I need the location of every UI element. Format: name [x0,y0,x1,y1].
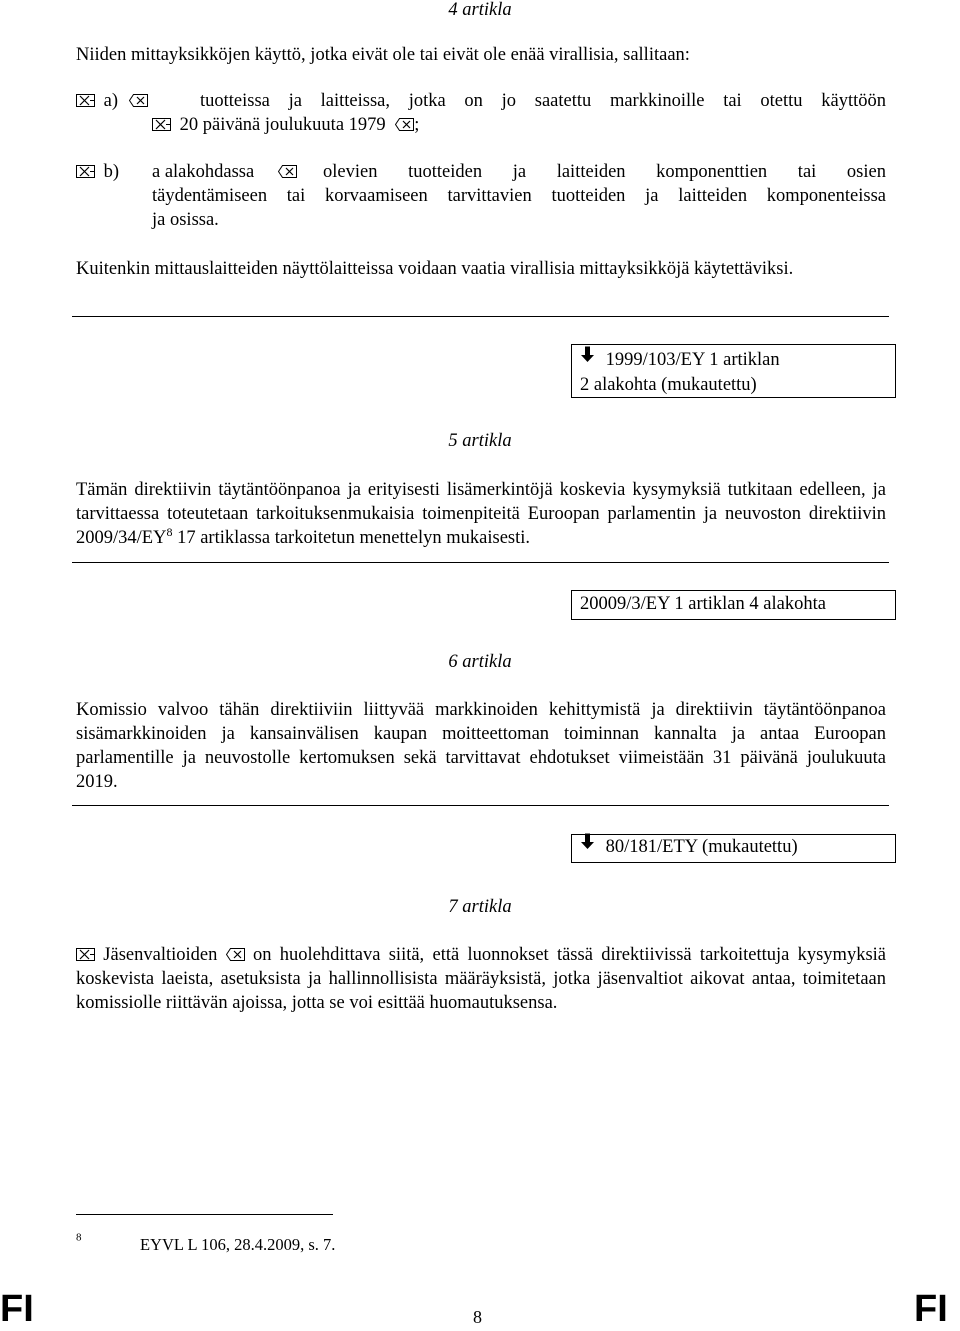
article-7-subject: Jäsenvaltioiden [103,945,218,965]
delete-marker-icon [129,94,148,107]
article-4-heading: 4 artikla [448,0,512,20]
insert-marker-icon [152,118,171,131]
item-b-text-1-start: a alakohdassa [152,162,255,182]
article-5-text [76,478,886,550]
item-a-text-2-end: ; [414,115,420,135]
delete-marker-icon [278,165,297,178]
item-a-text-1: tuotteissa ja laitteissa, jotka on jo saatettu markkinoille tai otettu käyttöön [200,91,886,111]
footnote-text: EYVL L 106, 28.4.2009, s. 7. [140,1235,336,1254]
footnote-separator [76,1214,333,1215]
item-b-line-2: täydentämiseen tai korvaamiseen tarvittavien tuotteiden ja laitteiden komponenteissa [152,186,886,206]
insert-marker-icon [76,94,95,107]
article-4-closing: Kuitenkin mittauslaitteiden näyttölaitteissa voidaan vaatia virallisia mittayksikköjä käytettäviksi. [76,259,794,279]
item-a-text-2: 20 päivänä joulukuuta 1979 [179,115,386,135]
article-7-heading: 7 artikla [448,897,512,917]
source-reference-box [571,590,896,620]
page-number: 8 [473,1307,482,1327]
source-arrow-icon [580,833,595,858]
source-arrow-icon [580,346,595,371]
source-reference-text: 20009/3/EY 1 artiklan 4 alakohta [580,594,826,614]
item-b [76,162,886,234]
source-reference-text-1: 1999/103/EY 1 artiklan [605,350,780,370]
source-reference-box [571,834,896,863]
item-a [76,91,886,139]
article-6-text: Komissio valvoo tähän direktiiviin liittyvää markkinoiden kehittymistä ja direktiivin täytäntöönpanoa sisämarkkinoiden ja kansainvälisen kaupan moitteettoman toiminnan kannalta ja antaa Euroopan parlamentille ja neuvostolle kertomuksen sekä tarvittavat ehdotukset viimeistään 31 päivänä joulukuuta 2019. [76,700,886,792]
footnote [76,1231,336,1254]
article-5-heading: 5 artikla [448,431,512,451]
separator-rule [72,316,889,317]
source-reference-text-2: 2 alakohta (mukautettu) [580,375,757,395]
footnote-number: 8 [76,1231,82,1244]
source-reference-box [571,344,896,398]
item-b-line-1 [76,162,886,186]
separator-rule [72,805,889,806]
insert-marker-icon [76,165,95,178]
article-7-text [76,943,886,1015]
item-a-line-2 [76,115,886,139]
article-4-intro: Niiden mittayksikköjen käyttö, jotka eivät ole tai eivät ole enää virallisia, sallitaan: [76,45,690,65]
insert-marker-icon [76,948,95,961]
article-7-body: on huolehdittava siitä, että luonnokset tässä direktiivissä tarkoitettuja kysymyksiä koskevista laeista, asetuksista ja hallinnollisista määräyksistä, jotka jäsenvaltiot aikovat antaa, toimitetaan komissiolle riittävän ajoissa, jotta se voi esittää huomautuksensa. [76,945,887,1013]
item-a-line-1 [76,91,886,115]
item-b-label: b) [103,162,120,182]
article-5-text-end: 17 artiklassa tarkoitetun menettelyn mukaisesti. [172,528,531,548]
footer-language-left: FI [0,1288,34,1330]
footer-language-right: FI [914,1288,948,1330]
item-b-text-1-rest: olevien tuotteiden ja laitteiden komponenttien tai osien [323,162,886,182]
item-a-label: a) [103,91,118,111]
item-b-line-3: ja osissa. [152,210,219,230]
article-5-text-main: Tämän direktiivin täytäntöönpanoa ja erityisesti lisämerkintöjä koskevia kysymyksiä tutkitaan edelleen, ja tarvittaessa toteutetaan tarkoituksenmukaisia toimenpiteitä Euroopan parlamentin ja neuvoston direktiivin 2009/34/EY [76,480,886,548]
separator-rule [72,562,889,563]
article-6-heading: 6 artikla [448,652,512,672]
delete-marker-icon [226,948,245,961]
source-reference-line-1 [580,348,887,373]
source-reference-text: 80/181/ETY (mukautettu) [605,837,798,857]
delete-marker-icon [395,118,414,131]
footnote-reference[interactable]: 8 [166,524,173,539]
